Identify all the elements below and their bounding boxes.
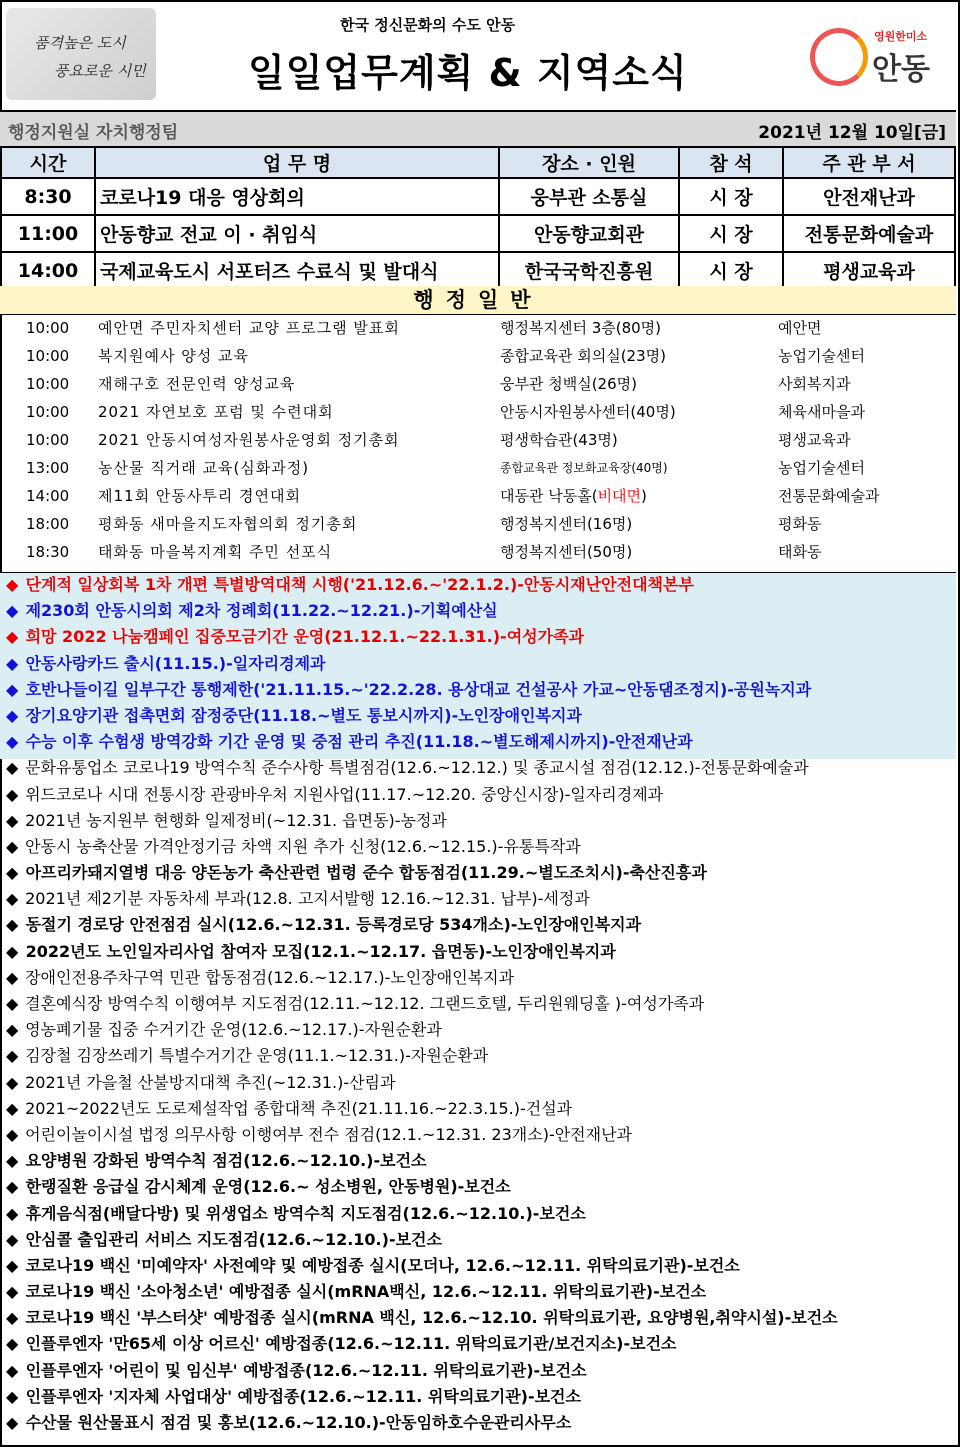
admin-time: 18:00 [26,515,70,533]
notice-item [0,572,956,598]
admin-place [500,370,637,398]
notice-item [0,965,956,991]
diamond-bullet-icon: ◆ [6,732,19,752]
admin-place-text: 종합교육관 정보화교육장(40명) [500,461,668,475]
notice-item [0,1174,956,1200]
diamond-bullet-icon: ◆ [6,705,19,725]
slogan-line-1: 품격높은 도시 [34,34,126,52]
notice-text: 2021년 농지원부 현행화 일제정비(~12.31. 읍면동)-농정과 [25,810,447,830]
cell-time: 8:30 [1,178,95,215]
diamond-bullet-icon: ◆ [6,1255,19,1275]
admin-section-title: 행정일반 [0,286,956,315]
schedule-header-row [1,147,955,178]
notice-item [0,886,956,912]
cell-place: 웅부관 소통실 [499,178,679,215]
admin-time: 13:00 [26,459,70,477]
notice-text: 아프리카돼지열병 대응 양돈농가 축산관련 법령 준수 합동점검(11.29.~별도조치시)-축산진흥과 [25,863,707,883]
admin-task: 재해구호 전문인력 양성교육 [98,375,296,393]
notice-item [0,677,956,703]
admin-dept: 사회복지과 [778,375,851,393]
header-time: 시간 [1,147,95,178]
notice-item [0,703,956,729]
admin-task: 2021 안동시여성자원봉사운영회 정기총회 [98,431,400,449]
info-bar [0,110,956,147]
notice-item [0,1384,956,1410]
header-place: 장소 · 인원 [499,147,679,178]
notice-item [0,808,956,834]
admin-row [0,454,956,482]
diamond-bullet-icon: ◆ [6,810,19,830]
notice-text: 결혼예식장 방역수칙 이행여부 지도점검(12.11.~12.12. 그랜드호텔, 두리원웨딩홀 )-여성가족과 [25,994,705,1013]
page-title: 일일업무계획 & 지역소식 [248,51,688,95]
notice-item [0,1331,956,1357]
cell-dept: 안전재난과 [783,178,955,215]
admin-dept: 태화동 [778,543,822,561]
notice-text: 인플루엔자 '만65세 이상 어르신' 예방접종(12.6.~12.11. 위탁의료기관/보건지소)-보건소 [25,1334,677,1354]
cell-dept: 평생교육과 [783,252,955,289]
diamond-bullet-icon: ◆ [6,1413,19,1432]
admin-place-highlight: 비대면 [597,487,642,505]
notice-text: 코로나19 백신 '부스터샷' 예방접종 실시(mRNA 백신, 12.6.~12.10. 위탁의료기관, 요양병원,취약시설)-보건소 [25,1308,838,1328]
admin-place [500,426,618,454]
admin-place [500,314,661,342]
diamond-bullet-icon: ◆ [6,575,19,594]
diamond-bullet-icon: ◆ [6,1334,19,1354]
admin-place-text: 안동시자원봉사센터(40명) [500,403,676,421]
cell-time: 11:00 [1,215,95,252]
notice-item [0,912,956,938]
cell-place: 안동향교회관 [499,215,679,252]
admin-place [500,538,632,566]
diamond-bullet-icon: ◆ [6,863,19,883]
schedule-table [0,146,956,290]
notice-item [0,1410,956,1436]
notice-item [0,1070,956,1096]
notice-text: 요양병원 강화된 방역수칙 점검(12.6.~12.10.)-보건소 [25,1151,427,1171]
admin-dept: 평화동 [778,515,822,533]
diamond-bullet-icon: ◆ [6,679,19,699]
slogan-line-2: 풍요로운 시민 [54,62,146,80]
diamond-bullet-icon: ◆ [6,1386,19,1406]
cell-dept: 전통문화예술과 [783,215,955,252]
table-row [1,215,955,252]
report-date: 2021년 12월 10일[금] [758,123,946,143]
admin-task: 제11회 안동사투리 경연대회 [98,487,302,505]
diamond-bullet-icon: ◆ [6,1177,19,1197]
notice-text: 동절기 경로당 안전점검 실시(12.6.~12.31. 등록경로당 534개소)-노인장애인복지과 [25,915,642,935]
diamond-bullet-icon: ◆ [6,1360,19,1380]
slogan-image [6,8,156,100]
admin-list [0,314,956,566]
admin-task: 2021 자연보호 포럼 및 수련대회 [98,403,334,421]
admin-row [0,398,956,426]
notice-text: 제230회 안동시의회 제2차 정례회(11.22.~12.21.)-기획예산실 [25,601,498,621]
admin-row [0,482,956,510]
diamond-bullet-icon: ◆ [6,1046,19,1066]
header-attend: 참 석 [679,147,783,178]
cell-time: 14:00 [1,252,95,289]
notice-text: 2022년도 노인일자리사업 참여자 모집(12.1.~12.17. 읍면동)-노인장애인복지과 [25,941,616,961]
notice-text: 단계적 일상회복 1차 개편 특별방역대책 시행('21.12.6.~'22.1.2.)-안동시재난안전대책본부 [25,575,694,594]
notice-text: 어린이놀이시설 법정 의무사항 이행여부 전수 점검(12.1.~12.31. 23개소)-안전재난과 [25,1124,633,1144]
notice-item [0,939,956,965]
admin-dept: 평생교육과 [778,431,851,449]
admin-place [500,482,647,510]
table-row [1,252,955,289]
notice-item [0,1358,956,1384]
notice-text: 2021년 제2기분 자동차세 부과(12.8. 고지서발행 12.16.~12.31. 납부)-세정과 [25,889,590,909]
cell-task: 안동향교 전교 이 · 취임식 [95,215,499,252]
notice-text: 한랭질환 응급실 감시체계 운영(12.6.~ 성소병원, 안동병원)-보건소 [25,1177,511,1197]
diamond-bullet-icon: ◆ [6,1151,19,1171]
admin-task: 태화동 마을복지계획 주민 선포식 [98,543,333,561]
notice-text: 문화유통업소 코로나19 방역수칙 준수사항 특별점검(12.6.~12.12.) 및 종교시설 점검(12.12.)-전통문화예술과 [25,758,809,778]
notice-item [0,1043,956,1069]
admin-place [500,342,666,370]
notice-item [0,1148,956,1174]
cell-task: 국제교육도시 서포터즈 수료식 및 발대식 [95,252,499,289]
admin-task: 농산물 직거래 교육(심화과정) [98,459,310,477]
admin-place-text: 평생학습관(43명) [500,431,618,449]
notice-item [0,624,956,650]
admin-time: 10:00 [26,319,70,337]
notice-item [0,860,956,886]
admin-place-text: 행정복지센터(50명) [500,543,633,561]
notice-text: 안동시 농축산물 가격안정기금 차액 지원 추가 신청(12.6.~12.15.)-유통특작과 [25,836,581,856]
notice-text: 인플루엔자 '어린이 및 임신부' 예방접종(12.6.~12.11. 위탁의료기관)-보건소 [25,1360,587,1380]
notice-text: 코로나19 백신 '미예약자' 사전예약 및 예방접종 실시(모더나, 12.6.~12.11. 위탁의료기관)-보건소 [25,1255,740,1275]
admin-task: 예안면 주민자치센터 교양 프로그램 발표회 [98,319,400,337]
diamond-bullet-icon: ◆ [6,1124,19,1144]
notice-text: 인플루엔자 '지자체 사업대상' 예방접종(12.6.~12.11. 위탁의료기관)-보건소 [25,1386,581,1406]
notice-text: 영농폐기물 집중 수거기간 운영(12.6.~12.17.)-자원순환과 [25,1020,442,1040]
admin-row [0,510,956,538]
diamond-bullet-icon: ◆ [6,601,19,621]
diamond-bullet-icon: ◆ [6,1020,19,1040]
admin-place-text: 행정복지센터 3층(80명) [500,319,662,337]
notice-item [0,729,956,755]
notice-item [0,1227,956,1253]
notice-text: 수능 이후 수험생 방역강화 기간 운영 및 중점 관리 추진(11.18.~별도해제시까지)-안전재난과 [25,732,693,752]
notice-item [0,651,956,677]
header [0,0,956,108]
header-task: 업 무 명 [95,147,499,178]
admin-place-text: 대동관 낙동홀( [500,487,598,505]
notice-item [0,1096,956,1122]
admin-place-text: 행정복지센터(16명) [500,515,633,533]
diamond-bullet-icon: ◆ [6,1229,19,1249]
admin-place [500,510,632,538]
notice-item [0,1201,956,1227]
diamond-bullet-icon: ◆ [6,1282,19,1302]
notice-item [0,991,956,1017]
admin-place-text: 종합교육관 회의실(23명) [500,347,666,365]
admin-dept: 예안면 [778,319,822,337]
admin-dept: 체육새마을과 [778,403,865,421]
department-name: 행정지원실 자치행정팀 [8,123,179,143]
admin-row [0,538,956,566]
notice-item [0,1253,956,1279]
diamond-bullet-icon: ◆ [6,941,19,961]
notice-text: 휴게음식점(배달다방) 및 위생업소 방역수칙 지도점검(12.6.~12.10.)-보건소 [25,1203,586,1223]
diamond-bullet-icon: ◆ [6,967,19,987]
notice-item [0,598,956,624]
diamond-bullet-icon: ◆ [6,1203,19,1223]
cell-attend: 시 장 [679,252,783,289]
notice-text: 장애인전용주차구역 민관 합동점검(12.6.~12.17.)-노인장애인복지과 [25,967,515,987]
notice-item [0,782,956,808]
cell-attend: 시 장 [679,215,783,252]
notice-list [0,572,956,1436]
admin-time: 14:00 [26,487,70,505]
brand-slogan: 영원한미소 [874,30,928,43]
admin-time: 18:30 [26,543,70,561]
diamond-bullet-icon: ◆ [6,994,19,1013]
notice-item [0,1017,956,1043]
admin-time: 10:00 [26,403,70,421]
notice-text: 위드코로나 시대 전통시장 관광바우처 지원사업(11.17.~12.20. 중앙신시장)-일자리경제과 [25,784,664,804]
diamond-bullet-icon: ◆ [6,784,19,804]
admin-task: 평화동 새마을지도자협의회 정기총회 [98,515,358,533]
brand-name: 안동 [872,52,930,87]
notice-text: 희망 2022 나눔캠페인 집중모금기간 운영(21.12.1.~22.1.31.)-여성가족과 [25,627,584,647]
andong-logo [810,22,950,92]
diamond-bullet-icon: ◆ [6,889,19,909]
notice-text: 장기요양기관 접촉면회 잠정중단(11.18.~별도 통보시까지)-노인장애인복지과 [25,705,582,725]
diamond-bullet-icon: ◆ [6,1072,19,1092]
admin-row [0,342,956,370]
smile-logo-icon [810,28,868,86]
notice-text: 김장철 김장쓰레기 특별수거기간 운영(11.1.~12.31.)-자원순환과 [25,1046,489,1066]
diamond-bullet-icon: ◆ [6,915,19,935]
notice-item [0,755,956,781]
diamond-bullet-icon: ◆ [6,653,19,673]
top-title: 한국 정신문화의 수도 안동 [340,16,516,34]
table-row [1,178,955,215]
notice-text: 2021년 가을철 산불방지대책 추진(~12.31.)-산림과 [25,1072,396,1092]
notice-text: 수산물 원산물표시 점검 및 홍보(12.6.~12.10.)-안동임하호수운관리사무소 [25,1413,572,1432]
notice-text: 안동사랑카드 출시(11.15.)-일자리경제과 [25,653,326,673]
notice-item [0,1279,956,1305]
admin-place [500,454,668,482]
diamond-bullet-icon: ◆ [6,836,19,856]
admin-place-tail: ) [641,487,647,505]
admin-row [0,314,956,342]
cell-place: 한국국학진흥원 [499,252,679,289]
diamond-bullet-icon: ◆ [6,1308,19,1328]
notice-text: 코로나19 백신 '소아청소년' 예방접종 실시(mRNA백신, 12.6.~12.11. 위탁의료기관)-보건소 [25,1282,707,1302]
admin-dept: 전통문화예술과 [778,487,880,505]
admin-row [0,426,956,454]
notice-text: 안심콜 출입관리 서비스 지도점검(12.6.~12.10.)-보건소 [25,1229,442,1249]
admin-place-text: 웅부관 청백실(26명) [500,375,637,393]
notice-item [0,1122,956,1148]
diamond-bullet-icon: ◆ [6,758,19,778]
admin-time: 10:00 [26,375,70,393]
diamond-bullet-icon: ◆ [6,627,19,647]
cell-attend: 시 장 [679,178,783,215]
cell-task: 코로나19 대응 영상회의 [95,178,499,215]
admin-time: 10:00 [26,347,70,365]
header-dept: 주 관 부 서 [783,147,955,178]
notice-text: 호반나들이길 일부구간 통행제한('21.11.15.~'22.2.28. 용상대교 건설공사 가교~안동댐조정지)-공원녹지과 [25,679,812,699]
notice-item [0,1305,956,1331]
admin-place [500,398,676,426]
notice-item [0,834,956,860]
notice-text: 2021~2022년도 도로제설작업 종합대책 추진(21.11.16.~22.3.15.)-건설과 [25,1098,573,1118]
admin-time: 10:00 [26,431,70,449]
admin-dept: 농업기술센터 [778,459,865,477]
diamond-bullet-icon: ◆ [6,1098,19,1118]
admin-task: 복지원예사 양성 교육 [98,347,249,365]
admin-row [0,370,956,398]
admin-dept: 농업기술센터 [778,347,865,365]
